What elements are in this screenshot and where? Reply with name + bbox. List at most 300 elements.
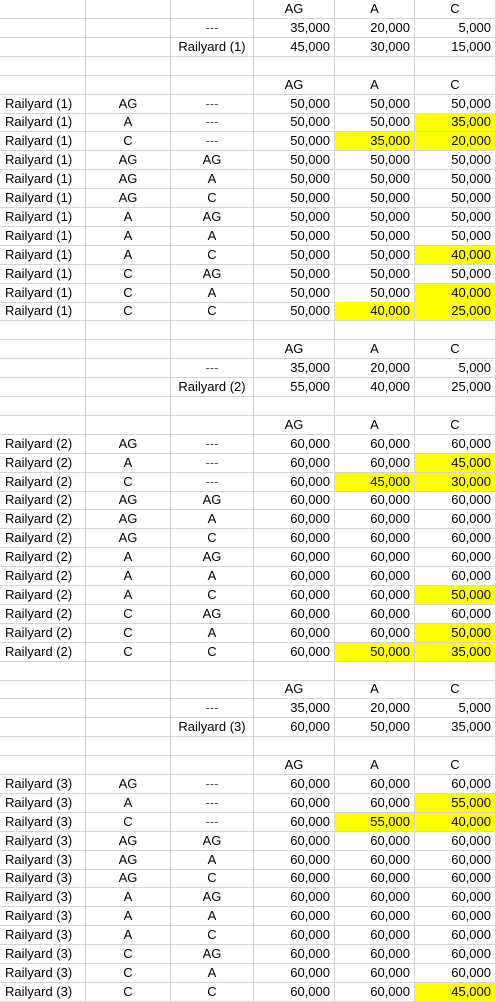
table-cell[interactable]: 20,000 bbox=[415, 132, 496, 151]
table-cell[interactable]: 60,000 bbox=[254, 473, 335, 492]
table-cell[interactable]: 60,000 bbox=[254, 832, 335, 851]
table-cell[interactable]: AG bbox=[254, 76, 335, 95]
table-cell[interactable]: A bbox=[335, 0, 415, 19]
table-cell[interactable]: 15,000 bbox=[415, 38, 496, 57]
table-cell[interactable]: A bbox=[171, 907, 254, 926]
table-cell[interactable]: A bbox=[86, 888, 171, 907]
table-cell[interactable] bbox=[254, 397, 335, 416]
table-cell[interactable]: AG bbox=[171, 945, 254, 964]
table-cell[interactable]: 35,000 bbox=[335, 132, 415, 151]
table-cell[interactable] bbox=[86, 321, 171, 340]
table-cell[interactable]: 45,000 bbox=[415, 983, 496, 1002]
table-cell[interactable]: --- bbox=[171, 794, 254, 813]
table-cell[interactable]: A bbox=[86, 227, 171, 246]
table-cell[interactable]: 50,000 bbox=[335, 95, 415, 114]
table-cell[interactable]: 60,000 bbox=[335, 510, 415, 529]
table-cell[interactable]: 60,000 bbox=[254, 945, 335, 964]
table-cell[interactable]: 50,000 bbox=[415, 208, 496, 227]
table-cell[interactable]: 60,000 bbox=[254, 983, 335, 1002]
table-cell[interactable]: AG bbox=[254, 416, 335, 435]
table-cell[interactable]: 50,000 bbox=[254, 302, 335, 321]
table-cell[interactable]: C bbox=[171, 302, 254, 321]
table-cell[interactable]: Railyard (2) bbox=[0, 454, 86, 473]
table-cell[interactable]: 60,000 bbox=[335, 907, 415, 926]
table-cell[interactable]: 35,000 bbox=[254, 19, 335, 38]
table-cell[interactable] bbox=[0, 718, 86, 737]
table-cell[interactable]: --- bbox=[171, 95, 254, 114]
table-cell[interactable]: 50,000 bbox=[415, 624, 496, 643]
table-cell[interactable] bbox=[86, 0, 171, 19]
table-cell[interactable]: Railyard (1) bbox=[0, 302, 86, 321]
table-cell[interactable] bbox=[86, 57, 171, 76]
table-cell[interactable]: --- bbox=[171, 132, 254, 151]
table-cell[interactable]: AG bbox=[171, 832, 254, 851]
table-cell[interactable]: Railyard (1) bbox=[0, 170, 86, 189]
table-cell[interactable] bbox=[0, 19, 86, 38]
table-cell[interactable]: Railyard (1) bbox=[0, 113, 86, 132]
table-cell[interactable] bbox=[0, 756, 86, 775]
table-cell[interactable] bbox=[86, 680, 171, 699]
table-cell[interactable]: A bbox=[335, 76, 415, 95]
table-cell[interactable]: 50,000 bbox=[254, 246, 335, 265]
table-cell[interactable]: 35,000 bbox=[415, 643, 496, 662]
table-cell[interactable] bbox=[335, 737, 415, 756]
table-cell[interactable]: 50,000 bbox=[254, 208, 335, 227]
table-cell[interactable]: 60,000 bbox=[254, 510, 335, 529]
table-cell[interactable]: 60,000 bbox=[254, 888, 335, 907]
table-cell[interactable] bbox=[0, 57, 86, 76]
table-cell[interactable]: 50,000 bbox=[254, 151, 335, 170]
table-cell[interactable] bbox=[171, 57, 254, 76]
table-cell[interactable] bbox=[254, 321, 335, 340]
table-cell[interactable]: AG bbox=[86, 529, 171, 548]
table-cell[interactable]: Railyard (1) bbox=[0, 265, 86, 284]
table-cell[interactable]: --- bbox=[171, 435, 254, 454]
table-cell[interactable]: 60,000 bbox=[335, 586, 415, 605]
table-cell[interactable]: 55,000 bbox=[415, 794, 496, 813]
table-cell[interactable]: 5,000 bbox=[415, 699, 496, 718]
table-cell[interactable] bbox=[171, 737, 254, 756]
table-cell[interactable]: 60,000 bbox=[415, 832, 496, 851]
table-cell[interactable]: A bbox=[86, 454, 171, 473]
table-cell[interactable]: 60,000 bbox=[335, 567, 415, 586]
table-cell[interactable]: A bbox=[335, 340, 415, 359]
table-cell[interactable] bbox=[171, 680, 254, 699]
table-cell[interactable]: --- bbox=[171, 454, 254, 473]
table-cell[interactable] bbox=[86, 416, 171, 435]
table-cell[interactable]: 50,000 bbox=[254, 284, 335, 303]
table-cell[interactable]: Railyard (1) bbox=[0, 284, 86, 303]
table-cell[interactable]: 60,000 bbox=[335, 926, 415, 945]
table-cell[interactable] bbox=[171, 0, 254, 19]
table-cell[interactable]: 60,000 bbox=[254, 454, 335, 473]
table-cell[interactable] bbox=[171, 340, 254, 359]
table-cell[interactable]: A bbox=[171, 851, 254, 870]
table-cell[interactable]: 60,000 bbox=[415, 775, 496, 794]
table-cell[interactable]: Railyard (1) bbox=[0, 132, 86, 151]
table-cell[interactable] bbox=[171, 397, 254, 416]
table-cell[interactable]: AG bbox=[86, 832, 171, 851]
table-cell[interactable]: A bbox=[86, 586, 171, 605]
table-cell[interactable]: Railyard (3) bbox=[0, 926, 86, 945]
table-cell[interactable]: AG bbox=[86, 775, 171, 794]
table-cell[interactable]: 35,000 bbox=[415, 718, 496, 737]
table-cell[interactable] bbox=[0, 699, 86, 718]
table-cell[interactable]: 60,000 bbox=[335, 775, 415, 794]
table-cell[interactable]: C bbox=[415, 416, 496, 435]
table-cell[interactable]: 60,000 bbox=[335, 832, 415, 851]
table-cell[interactable]: Railyard (1) bbox=[0, 151, 86, 170]
table-cell[interactable]: Railyard (3) bbox=[0, 775, 86, 794]
table-cell[interactable]: Railyard (1) bbox=[0, 189, 86, 208]
table-cell[interactable]: AG bbox=[171, 265, 254, 284]
table-cell[interactable] bbox=[171, 76, 254, 95]
table-cell[interactable]: 60,000 bbox=[415, 548, 496, 567]
table-cell[interactable]: Railyard (2) bbox=[0, 529, 86, 548]
table-cell[interactable] bbox=[415, 662, 496, 681]
table-cell[interactable]: A bbox=[171, 284, 254, 303]
table-cell[interactable]: AG bbox=[86, 851, 171, 870]
table-cell[interactable]: C bbox=[171, 189, 254, 208]
table-cell[interactable]: 45,000 bbox=[254, 38, 335, 57]
table-cell[interactable] bbox=[86, 397, 171, 416]
table-cell[interactable]: 20,000 bbox=[335, 359, 415, 378]
table-cell[interactable]: --- bbox=[171, 775, 254, 794]
table-cell[interactable]: 60,000 bbox=[254, 529, 335, 548]
table-cell[interactable]: 50,000 bbox=[335, 208, 415, 227]
table-cell[interactable] bbox=[86, 662, 171, 681]
table-cell[interactable]: A bbox=[86, 794, 171, 813]
table-cell[interactable]: AG bbox=[86, 869, 171, 888]
table-cell[interactable]: 60,000 bbox=[254, 605, 335, 624]
table-cell[interactable]: Railyard (2) bbox=[0, 643, 86, 662]
table-cell[interactable]: A bbox=[86, 548, 171, 567]
table-cell[interactable]: A bbox=[171, 170, 254, 189]
table-cell[interactable]: Railyard (1) bbox=[171, 38, 254, 57]
table-cell[interactable] bbox=[335, 57, 415, 76]
table-cell[interactable]: 60,000 bbox=[254, 548, 335, 567]
table-cell[interactable]: A bbox=[171, 567, 254, 586]
table-cell[interactable]: 60,000 bbox=[335, 983, 415, 1002]
table-cell[interactable]: C bbox=[86, 265, 171, 284]
table-cell[interactable]: 60,000 bbox=[335, 548, 415, 567]
table-cell[interactable]: 60,000 bbox=[415, 567, 496, 586]
table-cell[interactable]: --- bbox=[171, 473, 254, 492]
table-cell[interactable]: 60,000 bbox=[254, 926, 335, 945]
table-cell[interactable] bbox=[335, 662, 415, 681]
table-cell[interactable]: 60,000 bbox=[335, 454, 415, 473]
table-cell[interactable]: 60,000 bbox=[254, 567, 335, 586]
table-cell[interactable]: Railyard (2) bbox=[171, 378, 254, 397]
table-cell[interactable]: 50,000 bbox=[335, 151, 415, 170]
table-cell[interactable]: A bbox=[86, 113, 171, 132]
table-cell[interactable] bbox=[0, 76, 86, 95]
table-cell[interactable] bbox=[0, 340, 86, 359]
table-cell[interactable]: A bbox=[171, 964, 254, 983]
table-cell[interactable]: C bbox=[86, 643, 171, 662]
table-cell[interactable]: Railyard (3) bbox=[0, 907, 86, 926]
table-cell[interactable]: Railyard (1) bbox=[0, 95, 86, 114]
table-cell[interactable] bbox=[254, 57, 335, 76]
table-cell[interactable] bbox=[171, 756, 254, 775]
table-cell[interactable]: 50,000 bbox=[335, 170, 415, 189]
table-cell[interactable]: AG bbox=[86, 491, 171, 510]
table-cell[interactable]: 60,000 bbox=[415, 529, 496, 548]
table-cell[interactable] bbox=[0, 662, 86, 681]
table-cell[interactable]: Railyard (1) bbox=[0, 227, 86, 246]
table-cell[interactable]: A bbox=[335, 416, 415, 435]
table-cell[interactable]: Railyard (2) bbox=[0, 586, 86, 605]
table-cell[interactable]: AG bbox=[86, 170, 171, 189]
table-cell[interactable]: 60,000 bbox=[335, 945, 415, 964]
table-cell[interactable]: 60,000 bbox=[415, 851, 496, 870]
table-cell[interactable] bbox=[171, 321, 254, 340]
table-cell[interactable]: 60,000 bbox=[415, 491, 496, 510]
table-cell[interactable]: 5,000 bbox=[415, 19, 496, 38]
table-cell[interactable] bbox=[0, 737, 86, 756]
table-cell[interactable]: AG bbox=[86, 189, 171, 208]
table-cell[interactable]: AG bbox=[171, 888, 254, 907]
table-cell[interactable]: 60,000 bbox=[415, 510, 496, 529]
table-cell[interactable]: 50,000 bbox=[254, 189, 335, 208]
table-cell[interactable]: Railyard (3) bbox=[0, 945, 86, 964]
table-cell[interactable]: 60,000 bbox=[335, 869, 415, 888]
table-cell[interactable] bbox=[254, 737, 335, 756]
table-cell[interactable]: 60,000 bbox=[335, 851, 415, 870]
table-cell[interactable]: 50,000 bbox=[415, 95, 496, 114]
table-cell[interactable] bbox=[0, 0, 86, 19]
table-cell[interactable]: 60,000 bbox=[254, 813, 335, 832]
table-cell[interactable]: 50,000 bbox=[415, 586, 496, 605]
table-cell[interactable]: AG bbox=[171, 548, 254, 567]
table-cell[interactable] bbox=[0, 680, 86, 699]
table-cell[interactable]: A bbox=[86, 567, 171, 586]
table-cell[interactable]: 50,000 bbox=[415, 151, 496, 170]
table-cell[interactable]: C bbox=[171, 983, 254, 1002]
table-cell[interactable]: 60,000 bbox=[335, 624, 415, 643]
table-cell[interactable] bbox=[415, 737, 496, 756]
table-cell[interactable]: 50,000 bbox=[335, 113, 415, 132]
table-cell[interactable]: Railyard (3) bbox=[0, 888, 86, 907]
table-cell[interactable]: 40,000 bbox=[335, 378, 415, 397]
table-cell[interactable]: A bbox=[335, 680, 415, 699]
table-cell[interactable]: 60,000 bbox=[254, 851, 335, 870]
table-cell[interactable]: 50,000 bbox=[335, 227, 415, 246]
table-cell[interactable]: 60,000 bbox=[335, 888, 415, 907]
table-cell[interactable]: AG bbox=[254, 340, 335, 359]
table-cell[interactable]: 60,000 bbox=[415, 888, 496, 907]
table-cell[interactable] bbox=[335, 397, 415, 416]
table-cell[interactable]: 50,000 bbox=[335, 189, 415, 208]
table-cell[interactable] bbox=[86, 699, 171, 718]
table-cell[interactable]: C bbox=[86, 983, 171, 1002]
table-cell[interactable]: 60,000 bbox=[254, 907, 335, 926]
table-cell[interactable] bbox=[415, 321, 496, 340]
table-cell[interactable]: 30,000 bbox=[415, 473, 496, 492]
table-cell[interactable]: 60,000 bbox=[254, 869, 335, 888]
table-cell[interactable]: 35,000 bbox=[415, 113, 496, 132]
table-cell[interactable] bbox=[0, 38, 86, 57]
table-cell[interactable]: 50,000 bbox=[254, 170, 335, 189]
table-cell[interactable]: 50,000 bbox=[335, 284, 415, 303]
table-cell[interactable]: A bbox=[335, 756, 415, 775]
table-cell[interactable]: 50,000 bbox=[335, 718, 415, 737]
table-cell[interactable]: 45,000 bbox=[335, 473, 415, 492]
table-cell[interactable]: 60,000 bbox=[415, 869, 496, 888]
table-cell[interactable]: 60,000 bbox=[415, 964, 496, 983]
table-cell[interactable]: C bbox=[415, 76, 496, 95]
table-cell[interactable]: 25,000 bbox=[415, 378, 496, 397]
table-cell[interactable]: 35,000 bbox=[254, 359, 335, 378]
table-cell[interactable]: 60,000 bbox=[415, 945, 496, 964]
table-cell[interactable]: 60,000 bbox=[415, 605, 496, 624]
table-cell[interactable]: Railyard (3) bbox=[0, 832, 86, 851]
table-cell[interactable]: Railyard (2) bbox=[0, 567, 86, 586]
table-cell[interactable] bbox=[86, 756, 171, 775]
table-cell[interactable]: C bbox=[86, 132, 171, 151]
table-cell[interactable]: 30,000 bbox=[335, 38, 415, 57]
table-cell[interactable]: 60,000 bbox=[254, 586, 335, 605]
table-cell[interactable]: 55,000 bbox=[335, 813, 415, 832]
table-cell[interactable]: --- bbox=[171, 359, 254, 378]
table-cell[interactable]: AG bbox=[171, 605, 254, 624]
table-cell[interactable]: 50,000 bbox=[254, 113, 335, 132]
table-cell[interactable]: 60,000 bbox=[335, 491, 415, 510]
table-cell[interactable]: Railyard (3) bbox=[0, 851, 86, 870]
table-cell[interactable]: Railyard (1) bbox=[0, 246, 86, 265]
table-cell[interactable]: 55,000 bbox=[254, 378, 335, 397]
table-cell[interactable]: AG bbox=[254, 680, 335, 699]
table-cell[interactable]: AG bbox=[86, 95, 171, 114]
table-cell[interactable]: 60,000 bbox=[254, 643, 335, 662]
table-cell[interactable] bbox=[0, 397, 86, 416]
table-cell[interactable]: --- bbox=[171, 113, 254, 132]
table-cell[interactable]: 50,000 bbox=[254, 227, 335, 246]
table-cell[interactable]: 20,000 bbox=[335, 699, 415, 718]
table-cell[interactable]: 60,000 bbox=[254, 491, 335, 510]
table-cell[interactable]: 40,000 bbox=[415, 813, 496, 832]
table-cell[interactable] bbox=[171, 662, 254, 681]
table-cell[interactable]: A bbox=[86, 208, 171, 227]
table-cell[interactable]: 60,000 bbox=[254, 794, 335, 813]
table-cell[interactable] bbox=[415, 397, 496, 416]
table-cell[interactable]: 60,000 bbox=[415, 907, 496, 926]
table-cell[interactable]: AG bbox=[86, 151, 171, 170]
table-cell[interactable]: Railyard (2) bbox=[0, 624, 86, 643]
table-cell[interactable]: 25,000 bbox=[415, 302, 496, 321]
table-cell[interactable]: 45,000 bbox=[415, 454, 496, 473]
table-cell[interactable]: --- bbox=[171, 813, 254, 832]
table-cell[interactable]: 50,000 bbox=[415, 170, 496, 189]
table-cell[interactable] bbox=[86, 737, 171, 756]
table-cell[interactable]: 20,000 bbox=[335, 19, 415, 38]
table-cell[interactable]: AG bbox=[86, 510, 171, 529]
table-cell[interactable] bbox=[0, 378, 86, 397]
table-cell[interactable]: C bbox=[171, 926, 254, 945]
table-cell[interactable]: A bbox=[171, 624, 254, 643]
table-cell[interactable]: AG bbox=[171, 151, 254, 170]
table-cell[interactable]: C bbox=[171, 246, 254, 265]
table-cell[interactable]: 60,000 bbox=[415, 435, 496, 454]
table-cell[interactable]: Railyard (3) bbox=[0, 983, 86, 1002]
table-cell[interactable]: C bbox=[415, 680, 496, 699]
table-cell[interactable]: C bbox=[171, 869, 254, 888]
table-cell[interactable]: 60,000 bbox=[415, 926, 496, 945]
table-cell[interactable]: Railyard (2) bbox=[0, 605, 86, 624]
table-cell[interactable]: Railyard (3) bbox=[0, 794, 86, 813]
table-cell[interactable] bbox=[86, 340, 171, 359]
table-cell[interactable]: AG bbox=[254, 756, 335, 775]
table-cell[interactable]: 35,000 bbox=[254, 699, 335, 718]
table-cell[interactable]: A bbox=[86, 926, 171, 945]
table-cell[interactable]: A bbox=[171, 510, 254, 529]
table-cell[interactable]: Railyard (3) bbox=[0, 869, 86, 888]
table-cell[interactable]: 40,000 bbox=[415, 284, 496, 303]
table-cell[interactable]: 60,000 bbox=[335, 794, 415, 813]
table-cell[interactable]: Railyard (2) bbox=[0, 548, 86, 567]
table-cell[interactable] bbox=[254, 662, 335, 681]
table-cell[interactable] bbox=[0, 359, 86, 378]
table-cell[interactable]: 60,000 bbox=[335, 964, 415, 983]
table-cell[interactable] bbox=[86, 76, 171, 95]
table-cell[interactable]: 50,000 bbox=[335, 265, 415, 284]
table-cell[interactable]: 50,000 bbox=[254, 132, 335, 151]
table-cell[interactable]: Railyard (2) bbox=[0, 510, 86, 529]
table-cell[interactable]: 60,000 bbox=[335, 435, 415, 454]
table-cell[interactable]: C bbox=[86, 624, 171, 643]
table-cell[interactable]: 50,000 bbox=[335, 643, 415, 662]
table-cell[interactable]: AG bbox=[254, 0, 335, 19]
table-cell[interactable]: C bbox=[86, 473, 171, 492]
table-cell[interactable]: C bbox=[86, 284, 171, 303]
table-cell[interactable]: Railyard (3) bbox=[0, 964, 86, 983]
table-cell[interactable] bbox=[86, 378, 171, 397]
table-cell[interactable]: 50,000 bbox=[254, 265, 335, 284]
table-cell[interactable] bbox=[171, 416, 254, 435]
table-cell[interactable]: AG bbox=[171, 491, 254, 510]
table-cell[interactable]: AG bbox=[86, 435, 171, 454]
table-cell[interactable]: A bbox=[86, 246, 171, 265]
table-cell[interactable]: 60,000 bbox=[254, 964, 335, 983]
table-cell[interactable]: A bbox=[86, 907, 171, 926]
table-cell[interactable]: 60,000 bbox=[254, 435, 335, 454]
table-cell[interactable]: 60,000 bbox=[335, 605, 415, 624]
table-cell[interactable]: C bbox=[86, 964, 171, 983]
table-cell[interactable]: 60,000 bbox=[254, 775, 335, 794]
table-cell[interactable]: C bbox=[415, 340, 496, 359]
table-cell[interactable]: C bbox=[86, 813, 171, 832]
table-cell[interactable]: Railyard (2) bbox=[0, 491, 86, 510]
table-cell[interactable]: 50,000 bbox=[415, 227, 496, 246]
table-cell[interactable]: Railyard (1) bbox=[0, 208, 86, 227]
table-cell[interactable]: 50,000 bbox=[335, 246, 415, 265]
table-cell[interactable]: A bbox=[171, 227, 254, 246]
table-cell[interactable] bbox=[0, 416, 86, 435]
table-cell[interactable] bbox=[86, 359, 171, 378]
table-cell[interactable]: 40,000 bbox=[415, 246, 496, 265]
table-cell[interactable] bbox=[335, 321, 415, 340]
table-cell[interactable] bbox=[86, 19, 171, 38]
table-cell[interactable]: C bbox=[86, 302, 171, 321]
table-cell[interactable] bbox=[86, 718, 171, 737]
table-cell[interactable] bbox=[415, 57, 496, 76]
table-cell[interactable]: --- bbox=[171, 19, 254, 38]
table-cell[interactable]: Railyard (2) bbox=[0, 473, 86, 492]
table-cell[interactable]: 5,000 bbox=[415, 359, 496, 378]
table-cell[interactable]: 40,000 bbox=[335, 302, 415, 321]
table-cell[interactable]: 50,000 bbox=[254, 95, 335, 114]
table-cell[interactable]: Railyard (3) bbox=[171, 718, 254, 737]
